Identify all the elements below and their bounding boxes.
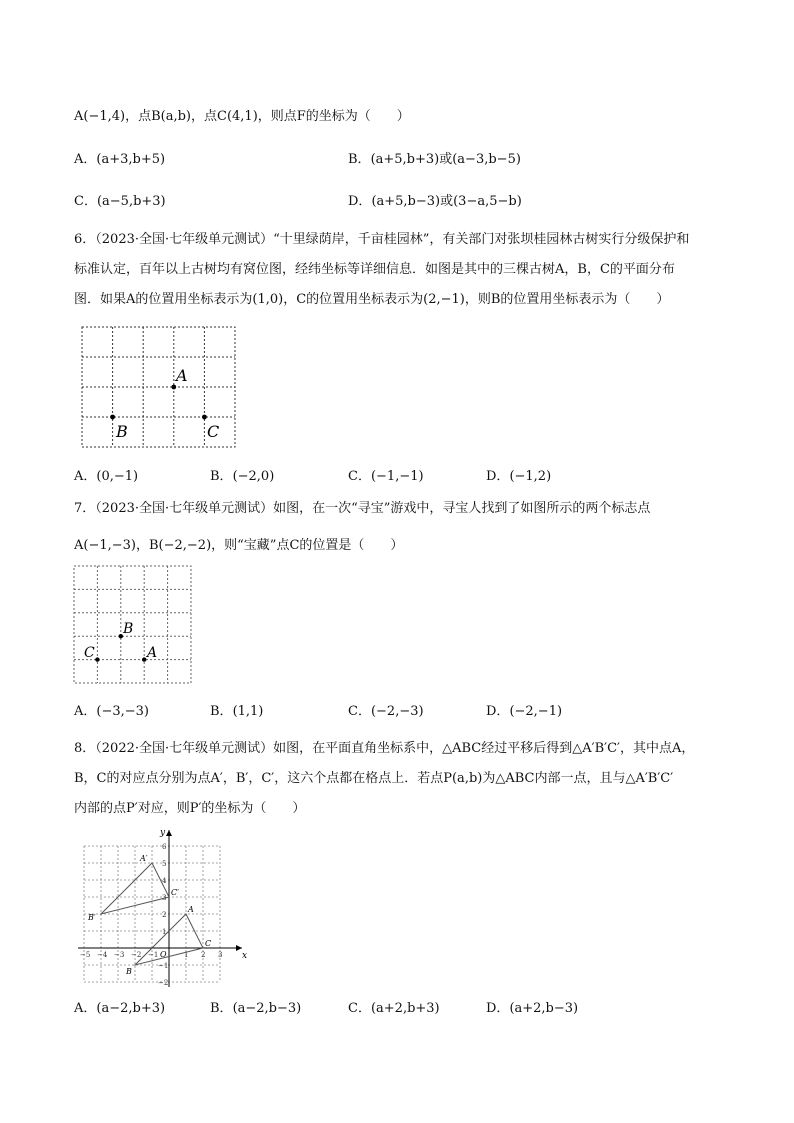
q8-label-c1: C′ <box>171 888 179 897</box>
q8-x-tick: 2 <box>201 951 206 959</box>
option-letter: C． <box>348 704 371 719</box>
q5-stem: A(−1,4)，点B(a,b)，点C(4,1)，则点F的坐标为（ ） <box>74 109 410 124</box>
option-text: (−2,0) <box>232 469 275 484</box>
option-text: (a+3,b+5) <box>96 152 166 167</box>
q6-option-a[interactable] <box>74 465 138 484</box>
q8-y-tick: 3 <box>162 894 167 902</box>
option-text: (−2,−3) <box>370 704 424 719</box>
option-text: (a−2,b−3) <box>232 1001 302 1016</box>
option-letter: D． <box>348 194 372 209</box>
q8-x-label: x <box>242 951 248 961</box>
q8-label-a1: A′ <box>140 854 148 863</box>
option-letter: A． <box>74 704 97 719</box>
q6-option-b[interactable] <box>210 465 274 484</box>
q8-y-arrow-icon <box>166 830 172 836</box>
q7-stem-line-1: 7．（2023·全国·七年级单元测试）如图，在一次“寻宝”游戏中，寻宝人找到了如图所示的两个标志点 <box>74 501 651 516</box>
q8-y-tick: 2 <box>162 911 167 919</box>
option-text: (0,−1) <box>96 469 139 484</box>
q8-option-d[interactable] <box>486 997 578 1016</box>
q8-x-tick: −5 <box>80 951 91 959</box>
q6-option-c[interactable] <box>348 465 424 484</box>
option-letter: C． <box>348 1001 371 1016</box>
q7-label-b: B <box>123 621 134 637</box>
option-text: (a+5,b−3)或(3−a,5−b) <box>371 194 522 209</box>
q8-option-c[interactable] <box>348 997 440 1016</box>
q7-option-d[interactable] <box>486 700 562 719</box>
q6-label-a: A <box>176 366 188 385</box>
q6-label-b: B <box>116 422 128 441</box>
q6-point-b <box>110 415 115 420</box>
q8-label-a: A <box>188 905 194 914</box>
q8-y-tick: −1 <box>158 962 169 970</box>
q6-option-d[interactable] <box>486 465 551 484</box>
option-letter: D． <box>486 1001 510 1016</box>
option-text: (a−2,b+3) <box>96 1001 166 1016</box>
option-text: (a+5,b+3)或(a−3,b−5) <box>370 152 521 167</box>
option-text: (−3,−3) <box>96 704 149 719</box>
option-letter: B． <box>210 469 233 484</box>
option-letter: C． <box>74 194 97 209</box>
q8-x-tick: −2 <box>131 951 142 959</box>
q8-origin-label: O <box>160 950 167 959</box>
option-text: (−1,2) <box>509 469 552 484</box>
option-letter: A． <box>74 152 97 167</box>
q8-label-b1: B′ <box>88 913 96 922</box>
q6-stem-line-3: 图．如果A的位置用坐标表示为(1,0)，C的位置用坐标表示为(2,−1)，则B的位置用坐标表示为（ ） <box>74 292 670 307</box>
q8-y-tick: 1 <box>162 928 167 936</box>
q5-option-b[interactable] <box>348 148 521 167</box>
q8-stem-line-1: 8．（2022·全国·七年级单元测试）如图，在平面直角坐标系中，△ABC经过平移后得到△A′B′C′，其中点A， <box>74 741 695 756</box>
q6-stem-line-2: 标准认定，百年以上古树均有窝位图，经纬坐标等详细信息．如图是其中的三棵古树A，B，C的平面分布 <box>74 262 675 277</box>
q7-point-a <box>142 657 146 661</box>
q8-x-tick: −3 <box>114 951 125 959</box>
q8-figure <box>76 824 256 989</box>
q7-option-c[interactable] <box>348 700 424 719</box>
q8-stem-line-2: B，C的对应点分别为点A′，B′，C′，这六个点都在格点上．若点P(a,b)为△ABC内部一点，且与△A′B′C′ <box>74 771 674 786</box>
q8-x-tick: 1 <box>184 951 189 959</box>
q8-option-b[interactable] <box>210 997 301 1016</box>
option-text: (a+2,b+3) <box>370 1001 440 1016</box>
q8-grid <box>84 846 223 982</box>
q8-x-tick: 3 <box>218 951 223 959</box>
option-text: (a+2,b−3) <box>509 1001 579 1016</box>
q8-y-tick: 4 <box>162 877 167 885</box>
q8-y-tick: 6 <box>162 843 167 851</box>
q7-point-c <box>95 657 99 661</box>
q8-y-label: y <box>160 828 166 838</box>
option-letter: B． <box>210 704 233 719</box>
q8-stem-line-3: 内部的点P′对应，则P′的坐标为（ ） <box>74 801 306 816</box>
option-text: (−1,−1) <box>370 469 424 484</box>
q7-option-a[interactable] <box>74 700 149 719</box>
option-letter: D． <box>486 469 510 484</box>
option-letter: C． <box>348 469 371 484</box>
q7-option-b[interactable] <box>210 700 263 719</box>
q6-figure <box>80 326 240 450</box>
option-text: (−2,−1) <box>509 704 563 719</box>
option-letter: A． <box>74 1001 97 1016</box>
q5-option-c[interactable] <box>74 190 166 209</box>
q8-label-c: C <box>205 939 212 948</box>
q6-label-c: C <box>207 422 220 441</box>
q8-label-b: B <box>126 967 132 976</box>
q6-point-c <box>202 415 207 420</box>
q5-option-d[interactable] <box>348 190 522 209</box>
q7-label-c: C <box>84 645 95 661</box>
q6-point-a <box>171 385 176 390</box>
q8-y-tick: 5 <box>162 860 167 868</box>
option-text: (1,1) <box>232 704 264 719</box>
q6-stem-line-1: 6．（2023·全国·七年级单元测试）“十里绿荫岸，千亩桂园林”，有关部门对张坝桂园林古树实行分级保护和 <box>74 232 690 247</box>
option-letter: D． <box>486 704 510 719</box>
option-letter: A． <box>74 469 97 484</box>
q7-figure <box>73 565 193 687</box>
option-letter: B． <box>348 152 371 167</box>
q8-option-a[interactable] <box>74 997 165 1016</box>
option-letter: B． <box>210 1001 233 1016</box>
q8-x-tick: −4 <box>97 951 108 959</box>
q7-label-a: A <box>147 645 158 661</box>
option-text: (a−5,b+3) <box>96 194 166 209</box>
q5-option-a[interactable] <box>74 148 165 167</box>
q8-y-tick: −2 <box>158 979 169 987</box>
q8-x-tick: −1 <box>148 951 159 959</box>
q7-stem-line-2: A(−1,−3)，B(−2,−2)，则“宝藏”点C的位置是（ ） <box>74 538 404 553</box>
